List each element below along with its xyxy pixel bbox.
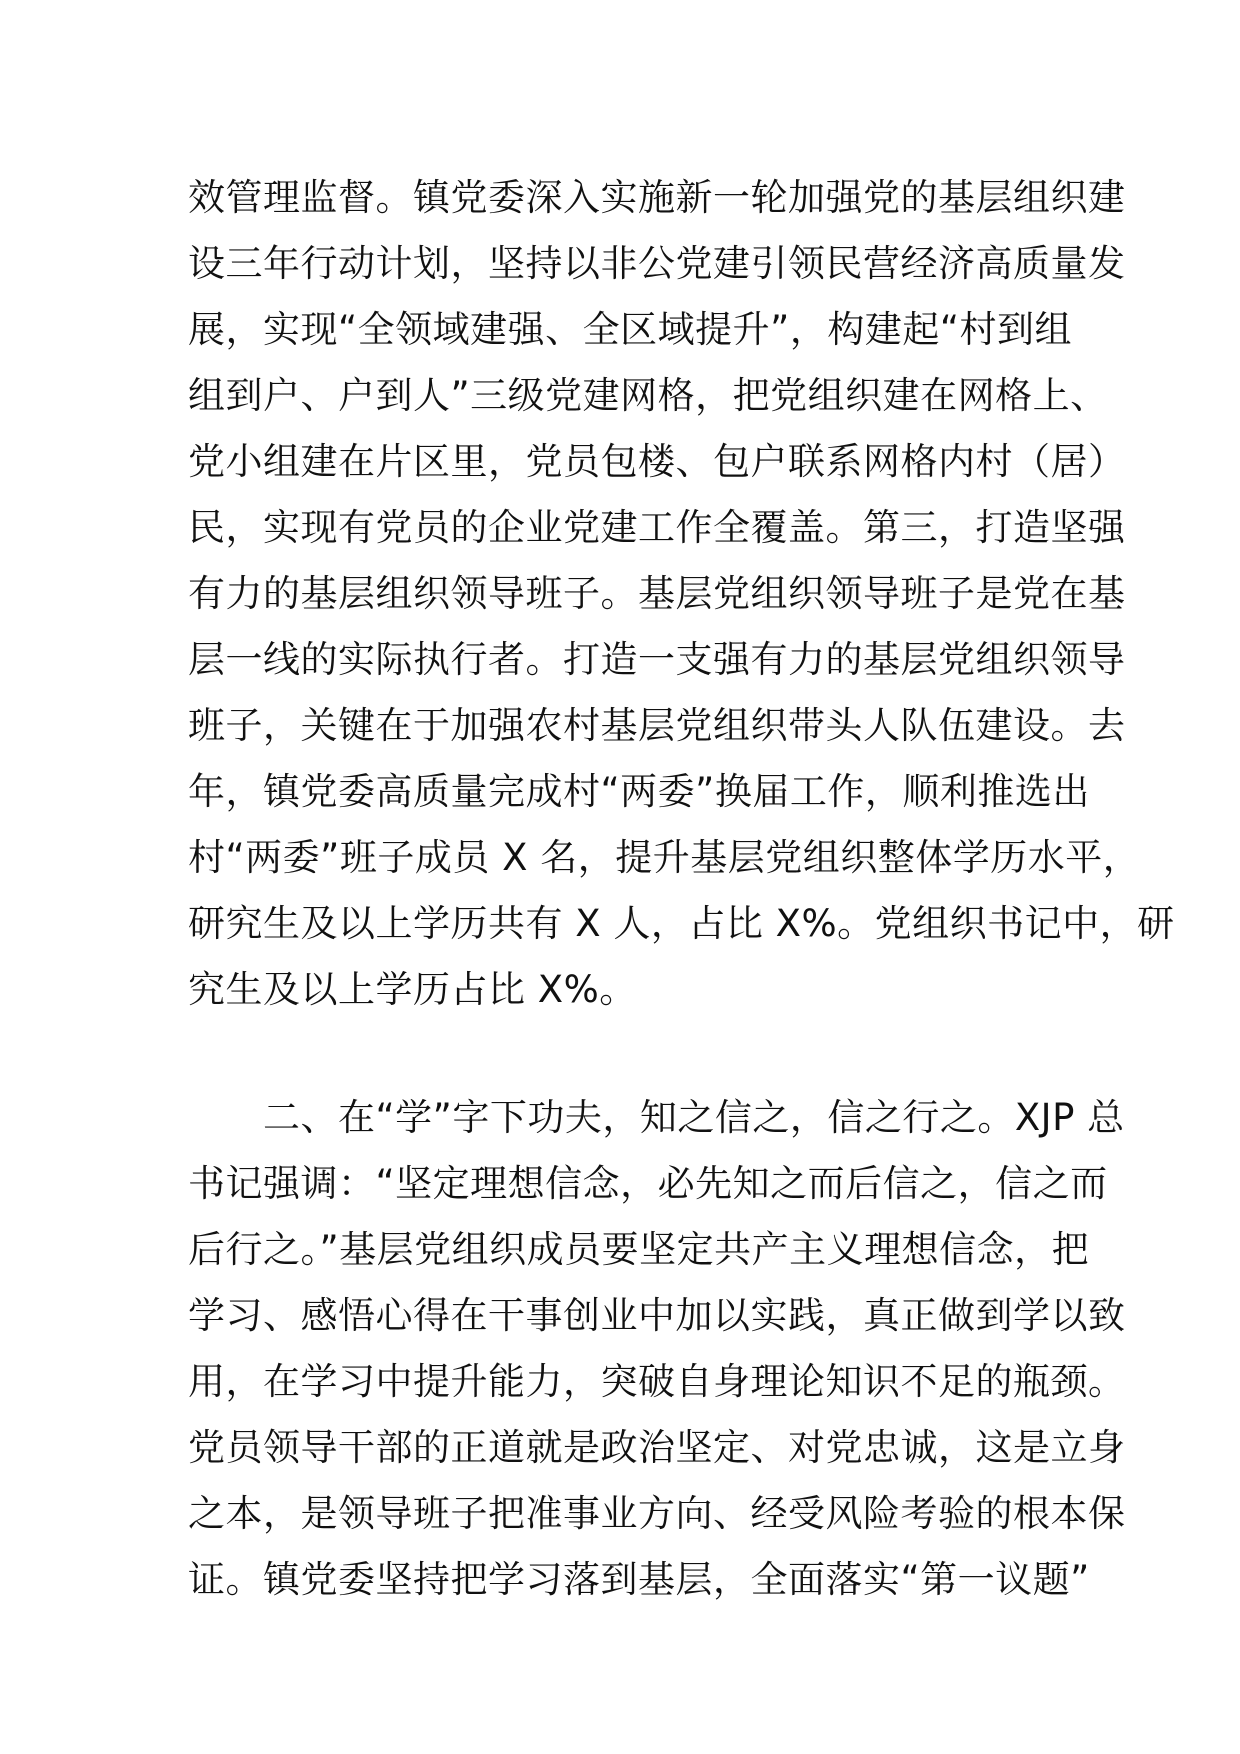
paragraph-1 [188,165,1175,1023]
text-line: 年，镇党委高质量完成村“两委”换届工作，顺利推选出 [188,770,1090,813]
text-line: 之本，是领导班子把准事业方向、经受风险考验的根本保 [188,1492,1126,1535]
text-line: 研究生及以上学历共有 X 人，占比 X%。党组织书记中，研 [188,902,1175,945]
text-line: 组到户、户到人”三级党建网格，把党组织建在网格上、 [188,374,1108,417]
text-line: 效管理监督。镇党委深入实施新一轮加强党的基层组织建 [188,176,1126,219]
text-line: 证。镇党委坚持把学习落到基层，全面落实“第一议题” [188,1558,1090,1601]
text-line: 学习、感悟心得在干事创业中加以实践，真正做到学以致 [188,1294,1126,1337]
text-line: 二、在“学”字下功夫，知之信之，信之行之。XJP 总 [188,1096,1125,1139]
text-line: 村“两委”班子成员 X 名，提升基层党组织整体学历水平， [188,836,1141,879]
text-line: 展，实现“全领域建强、全区域提升”，构建起“村到组 [188,308,1073,351]
text-line: 党员领导干部的正道就是政治坚定、对党忠诚，这是立身 [188,1426,1126,1469]
text-line: 班子，关键在于加强农村基层党组织带头人队伍建设。去 [188,704,1126,747]
text-line: 有力的基层组织领导班子。基层党组织领导班子是党在基 [188,572,1126,615]
text-line: 用，在学习中提升能力，突破自身理论知识不足的瓶颈。 [188,1360,1126,1403]
text-line: 书记强调：“坚定理想信念，必先知之而后信之，信之而 [188,1162,1108,1205]
paragraph-2 [188,1085,1126,1613]
text-line: 民，实现有党员的企业党建工作全覆盖。第三，打造坚强 [188,506,1126,549]
text-line: 究生及以上学历占比 X%。 [188,968,637,1011]
text-line: 后行之。”基层党组织成员要坚定共产主义理想信念，把 [188,1228,1090,1271]
text-line: 设三年行动计划，坚持以非公党建引领民营经济高质量发 [188,242,1126,285]
text-line: 层一线的实际执行者。打造一支强有力的基层党组织领导 [188,638,1126,681]
text-line: 党小组建在片区里，党员包楼、包户联系网格内村（居） [188,440,1126,483]
